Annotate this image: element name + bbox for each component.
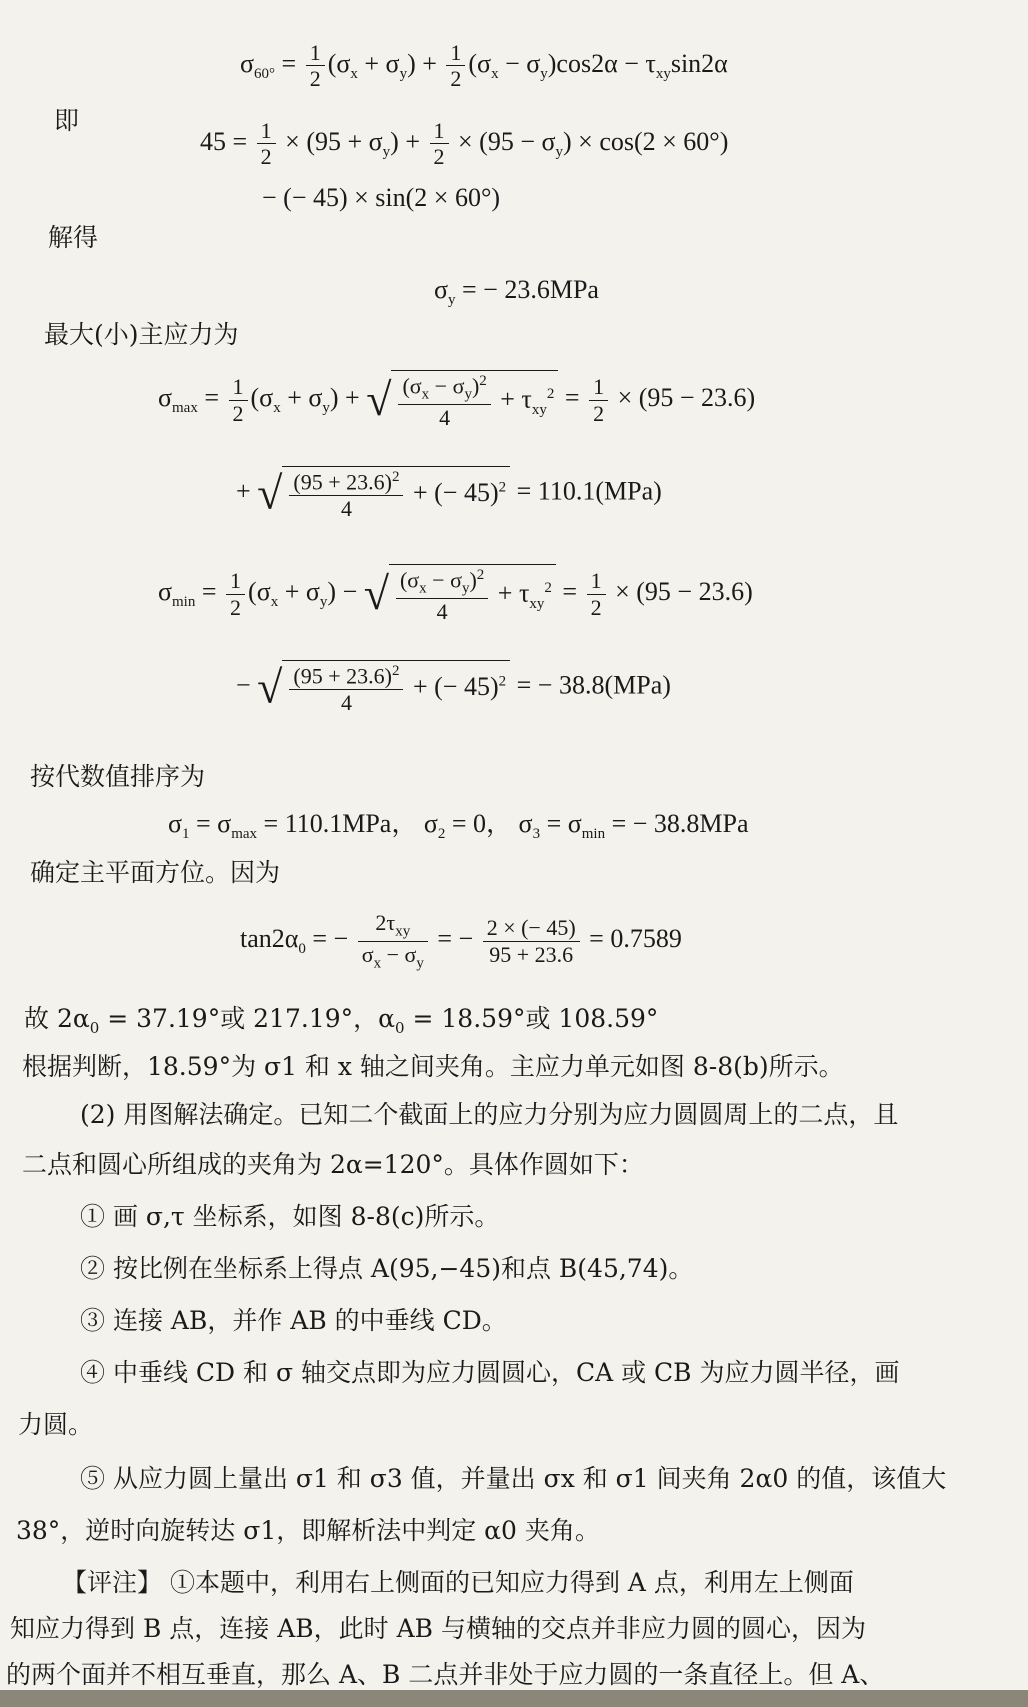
step-3: ③ 连接 AB，并作 AB 的中垂线 CD。 bbox=[80, 1306, 507, 1335]
page-bottom-edge bbox=[0, 1690, 1028, 1707]
step-1: ① 画 σ,τ 坐标系，如图 8-8(c)所示。 bbox=[80, 1202, 500, 1231]
label-ji: 即 bbox=[54, 106, 80, 135]
note-line-2: 知应力得到 B 点，连接 AB，此时 AB 与横轴的交点并非应力圆的圆心，因为 bbox=[10, 1614, 866, 1643]
formula-text: $\sigma_{60^\circ}$ = bbox=[240, 48, 303, 82]
formula-order: $\sigma_1 = \sigma_{max} = 110.1MPa$， $\sigma_2 = 0$， $\sigma_3 = \sigma_{min}$ = − 38.8MPa bbox=[168, 809, 749, 843]
note-line-1: 【评注】 ①本题中，利用右上侧面的已知应力得到 A 点，利用左上侧面 bbox=[62, 1568, 854, 1597]
result-sigma-y: $\sigma_y$ = − 23.6MPa bbox=[434, 275, 599, 309]
heading-principal-stress: 最大(小)主应力为 bbox=[44, 320, 239, 349]
heading-order: 按代数值排序为 bbox=[30, 762, 206, 791]
step-5: ⑤ 从应力圆上量出 σ1 和 σ3 值，并量出 σx 和 σ1 间夹角 2α0 的值，该值大 bbox=[80, 1464, 947, 1493]
formula-sigma-max-cont: + √ $\frac{(95 + 23.6)^2}{4}$ + (− 45)$^2$ = 110.1(MPa) bbox=[236, 467, 662, 521]
formula-substitution-cont: − (− 45) × sin(2 × 60°) bbox=[262, 183, 501, 212]
label-jiede: 解得 bbox=[48, 223, 99, 252]
formula-sigma-max: $\sigma_{max}$ = $\frac{1}{2}$ $(\sigma_x + \sigma_y)$ + √ $\frac{(\sigma_x - \sigma_y)^2}{4}$ + $\tau_{xy}^2$ = $\frac{1}{2}$ × (95 − 23.6) bbox=[158, 370, 755, 430]
result-angle: 故 $2\alpha_0 = 37.19^\circ$或 217.19°，$\alpha_0 = 18.59^\circ$或 108.59° bbox=[24, 1004, 659, 1037]
formula-tan: $\tan 2\alpha_0$ = − $\frac{2\tau_{xy}}{\sigma_x - \sigma_y}$ = − $\frac{2 \times (- 45)}{95 + 23.6}$ = 0.7589 bbox=[240, 910, 682, 972]
formula-sigma-min-cont: − √ $\frac{(95 + 23.6)^2}{4}$ + (− 45)$^2$ = − 38.8(MPa) bbox=[236, 661, 671, 715]
heading-principal-plane: 确定主平面方位。因为 bbox=[30, 858, 281, 887]
formula-sigma-min: $\sigma_{min}$ = $\frac{1}{2}$ $(\sigma_x + \sigma_y)$ − √ $\frac{(\sigma_x - \sigma_y)^2}{4}$ + $\tau_{xy}^2$ = $\frac{1}{2}$ × (95 − 23.6) bbox=[158, 564, 753, 624]
text-p2b: 二点和圆心所组成的夹角为 2α=120°。具体作圆如下： bbox=[22, 1150, 644, 1179]
step-2: ② 按比例在坐标系上得点 A(95,−45)和点 B(45,74)。 bbox=[80, 1254, 694, 1283]
step-4: ④ 中垂线 CD 和 σ 轴交点即为应力圆圆心，CA 或 CB 为应力圆半径，画 bbox=[80, 1358, 900, 1387]
text-judge: 根据判断，18.59°为 σ1 和 x 轴之间夹角。主应力单元如图 8-8(b)所示。 bbox=[22, 1052, 844, 1081]
text-p2a: (2) 用图解法确定。已知二个截面上的应力分别为应力圆圆周上的二点，且 bbox=[80, 1100, 899, 1129]
step-5-cont: 38°，逆时向旋转达 σ1，即解析法中判定 α0 夹角。 bbox=[16, 1516, 600, 1545]
formula-stress-60: $\sigma_{60^\circ}$ = $\frac{1}{2}$ $(\sigma_x + \sigma_y)$ + $\frac{1}{2}$ $(\sigma_x - \sigma_y)\cos 2\alpha - \tau_{xy}\sin 2\alpha$ bbox=[240, 40, 728, 92]
formula-substitution: 45 = $\frac{1}{2}$ × $(95 + \sigma_y)$ + $\frac{1}{2}$ × $(95 - \sigma_y) \times \cos(2 \times 60^\circ)$ bbox=[200, 118, 729, 170]
step-4-cont: 力圆。 bbox=[18, 1410, 94, 1439]
note-line-3: 的两个面并不相互垂直，那么 A、B 二点并非处于应力圆的一条直径上。但 A、 bbox=[6, 1660, 885, 1689]
